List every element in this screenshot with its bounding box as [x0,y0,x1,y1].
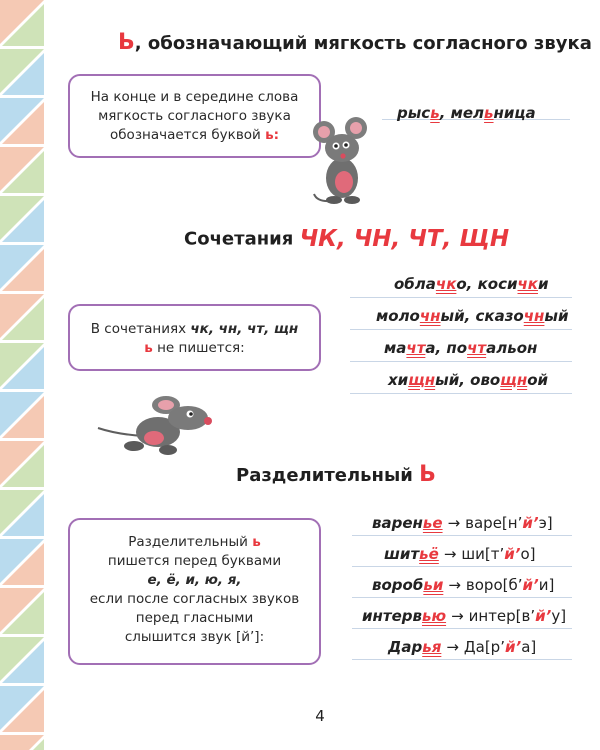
section3-example-2 [384,545,535,563]
transcription-text: у] [551,607,567,625]
transcription-text: э] [538,514,553,532]
example-highlight: щн [408,371,436,389]
example-text: ма [384,339,407,357]
section3-example-5 [388,638,536,656]
section3-example-3 [372,576,554,594]
example-text: ый, ово [435,371,501,389]
transcription-text: Да[р’ [463,638,505,656]
example-highlight: щн [500,371,528,389]
transcription-highlight: й’ [504,545,521,563]
example-highlight: ь [484,104,494,122]
example-text: и [537,275,549,293]
section1-rule-line2: мягкость согласного звука [98,108,291,124]
section3-rule-text: Разделительный [128,534,253,550]
example-highlight: ь [430,104,440,122]
section2-example-3 [384,339,537,357]
transcription-highlight: й’ [504,638,522,656]
example-rule [350,361,572,362]
example-highlight: чн [523,307,545,325]
example-text: о, коси [456,275,518,293]
arrow-icon: → [447,514,461,532]
example-highlight: чк [435,275,457,293]
section3-example-1 [372,514,553,532]
example-text: интерв [362,607,422,625]
example-text: обла [394,275,436,293]
example-text: хи [388,371,409,389]
example-text: ый [544,307,569,325]
example-highlight: чт [406,339,426,357]
example-rule [350,297,572,298]
example-rule [352,659,572,660]
example-rule [352,535,572,536]
decorative-triangle-strip [0,0,48,750]
example-text: Дар [388,638,423,656]
section2-rule-box [68,304,321,371]
mouse-running-illustration [96,392,222,458]
example-text: варен [372,514,423,532]
section1-title-text: , обозначающий мягкость согласного звука [134,33,592,54]
section1-title [118,30,592,55]
example-text: , мел [439,104,485,122]
example-text: ый, сказо [440,307,524,325]
arrow-icon: → [443,545,457,563]
section3-rule-vowels: е, ё, и, ю, я, [147,572,242,588]
example-highlight: ью [421,607,447,625]
section3-rule-line6: слышится звук [й’]: [124,629,265,645]
transcription [464,638,536,656]
transcription [465,514,553,532]
example-text: ой [527,371,549,389]
transcription [469,607,566,625]
section2-rule-combos: чк, чн, чт, щн [190,321,299,337]
section3-rule-box [68,518,321,665]
example-rule [350,329,572,330]
transcription-text: ши[т’ [461,545,505,563]
transcription-highlight: й’ [535,607,552,625]
transcription-text: воро[б’ [465,576,523,594]
example-highlight: чт [467,339,487,357]
section3-rule-letter: ь [252,534,261,550]
transcription [466,576,554,594]
section3-title [236,462,436,487]
transcription-text: а] [521,638,537,656]
arrow-icon: → [446,638,459,656]
example-text: ница [493,104,536,122]
transcription-text: варе[н’ [465,514,523,532]
section2-rule-letter: ь [144,340,153,356]
section3-rule-line2: пишется перед буквами [107,553,282,569]
example-highlight: ьи [423,576,444,594]
transcription-text: интер[в’ [468,607,536,625]
transcription-text: и] [538,576,555,594]
transcription-highlight: й’ [522,576,539,594]
example-highlight: ье [422,514,443,532]
example-text: а, по [425,339,468,357]
section3-title-text: Разделительный [236,465,420,486]
section1-title-letter: Ь [118,30,135,55]
transcription [461,545,535,563]
example-rule [352,597,572,598]
mouse-standing-illustration [308,116,380,208]
section2-title-text: Сочетания [184,228,300,250]
example-text: моло [376,307,420,325]
arrow-icon: → [451,607,464,625]
page-number: 4 [315,707,325,725]
section1-rule-line1: На конце и в середине слова [90,89,299,105]
transcription-text: о] [520,545,536,563]
section2-title [184,226,509,252]
section2-example-4 [388,371,548,389]
example-text: шит [384,545,420,563]
section1-rule-box [68,74,321,158]
arrow-icon: → [448,576,461,594]
example-highlight: чк [517,275,538,293]
transcription-highlight: й’ [522,514,539,532]
section1-rule-line3: обозначается буквой [109,127,266,143]
example-highlight: чн [419,307,441,325]
example-rule [352,628,572,629]
section3-rule-line5: перед гласными [135,610,254,626]
section2-example-1 [394,275,549,293]
example-text: альон [486,339,538,357]
section1-rule-letter: ь: [265,127,280,143]
section2-rule-text-end: не пишется: [152,340,245,356]
section3-example-4 [362,607,566,625]
example-highlight: ьё [419,545,439,563]
section3-rule-line4: если после согласных звуков [89,591,300,607]
example-rule [350,393,572,394]
section2-example-2 [376,307,569,325]
example-text: вороб [372,576,424,594]
example-highlight: ья [422,638,442,656]
example-text: рыс [397,104,431,122]
section2-title-combos: ЧК, ЧН, ЧТ, ЩН [299,226,510,252]
example-rule [352,566,572,567]
section1-example-1 [397,104,536,122]
section3-title-letter: Ь [419,462,436,487]
section2-rule-text: В сочетаниях [90,321,191,337]
